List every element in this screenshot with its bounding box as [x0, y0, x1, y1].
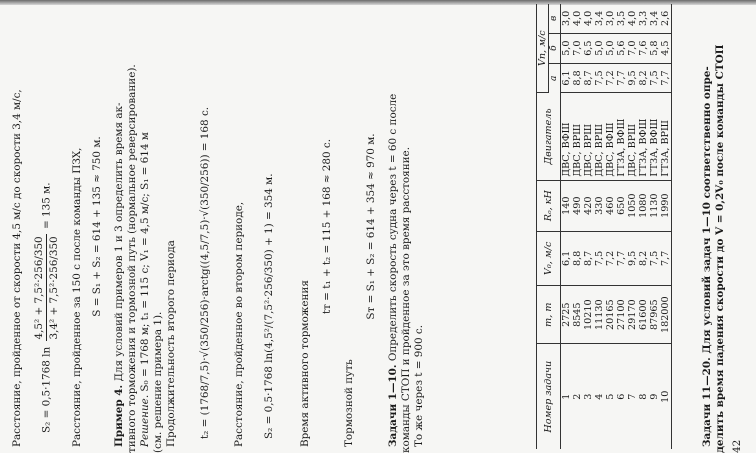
- table-cell: 6: [616, 393, 627, 400]
- table-cell: 7: [627, 393, 638, 400]
- paragraph-text: Определить скорость судна через t = 60 с после: [387, 93, 399, 365]
- table-cell: ГТЗА, ВФШ: [649, 93, 660, 180]
- table-cell: 20165: [605, 285, 616, 343]
- table-cell: 1130: [649, 180, 660, 231]
- table-cell: 3,4: [649, 4, 660, 33]
- table-row: [561, 4, 573, 449]
- table-cell: 3,0: [561, 4, 573, 33]
- table-cell: 27100: [616, 285, 627, 343]
- tasks-table: [536, 4, 672, 449]
- paragraph-line: [700, 66, 714, 447]
- sub-header: б: [549, 33, 561, 63]
- table-cell: ДВС, ВРШ: [594, 93, 605, 180]
- table-cell: 6,1: [561, 231, 573, 285]
- paragraph-line: То же через t = 900 с.: [413, 324, 425, 447]
- table-cell: ДВС, ВФШ: [605, 93, 616, 180]
- formula-s2b: S₂ = 0,5·1768 ln(4,5²/(7,5²·256/350) + 1) = 354 м.: [263, 173, 275, 439]
- paragraph-line: делить время падения скорости до V = 0,2V₀ после команды СТОП: [714, 44, 726, 453]
- table-cell: 5,0: [561, 33, 573, 63]
- table-cell: 1990: [660, 180, 672, 231]
- table-cell: 7,5: [649, 63, 660, 93]
- table-cell: 3: [583, 393, 594, 400]
- table-cell: 650: [616, 180, 627, 231]
- table-cell: 1050: [627, 180, 638, 231]
- paragraph-line: [138, 132, 152, 447]
- formula-line: tт = t₁ + t₂ = 115 + 168 ≈ 280 с.: [321, 138, 333, 315]
- table-row: [594, 4, 605, 449]
- col-header: Двигатель: [537, 93, 561, 180]
- table-cell: 61600: [638, 285, 649, 343]
- table-cell: 7,5: [594, 63, 605, 93]
- table-cell: 11130: [594, 285, 605, 343]
- table-cell: 5,8: [649, 33, 660, 63]
- solution-label: Решение.: [139, 394, 151, 447]
- table-cell: 87965: [649, 285, 660, 343]
- table-row: [605, 4, 616, 449]
- table-cell: 7,7: [616, 231, 627, 285]
- table-cell: 9,5: [627, 231, 638, 285]
- table-cell: 3,3: [638, 4, 649, 33]
- paragraph-line: Продолжительность второго периода: [165, 240, 177, 447]
- table-cell: 7,5: [594, 231, 605, 285]
- table-cell: 4,5: [660, 33, 672, 63]
- table-cell: 7,2: [605, 231, 616, 285]
- table-cell: 2: [572, 393, 583, 400]
- table-cell: 7,0: [572, 33, 583, 63]
- paragraph-text: S₀ = 1768 м; t₁ = 115 с; V₁ = 4,5 м/с; S₁ = 614 м: [139, 132, 151, 395]
- table-cell: 8,2: [638, 231, 649, 285]
- table-cell: 5,0: [605, 33, 616, 63]
- table-cell: 8,7: [583, 231, 594, 285]
- col-header: Номер задачи: [537, 344, 561, 449]
- table-cell: 7,0: [627, 33, 638, 63]
- sub-header: а: [549, 63, 561, 93]
- task-title: Задачи 1—10.: [387, 364, 399, 447]
- table-row: [616, 4, 627, 449]
- paragraph-line: [386, 94, 400, 447]
- table-cell: 3,0: [605, 4, 616, 33]
- table-body: [561, 4, 672, 449]
- paragraph-text: Для условий задач 1—10 соответственно опре-: [701, 66, 713, 358]
- formula-t2: t₂ = (1768/7,5)·√(350/256)·arctg((4,5/7,5)·√(350/256)) = 168 с.: [199, 106, 211, 439]
- fraction-denominator: 3,4² + 7,5²·256/350: [48, 236, 60, 340]
- table-cell: 3,5: [616, 4, 627, 33]
- sub-header: в: [549, 4, 561, 33]
- col-header: Vп, м/с: [537, 4, 549, 93]
- table-cell: 2,6: [660, 4, 672, 33]
- table-cell: ГТЗА, ВФШ: [616, 93, 627, 180]
- table-cell: 8: [638, 393, 649, 400]
- paragraph-line: тивного торможения и тормозной путь (нормальное реверсирование).: [126, 64, 138, 453]
- table-cell: 1: [561, 393, 572, 400]
- text-line: Время активного торможения: [299, 280, 311, 447]
- table-row: [660, 4, 672, 449]
- table-row: [649, 4, 660, 449]
- table-cell: 7,7: [616, 63, 627, 93]
- col-header: V₀, м/с: [537, 231, 561, 285]
- task-title: Задачи 11—20.: [701, 357, 713, 447]
- table-cell: 8545: [572, 285, 583, 343]
- table-cell: 2725: [561, 285, 573, 343]
- table-cell: 6,1: [561, 63, 573, 93]
- table-cell: ДВС, ВФШ: [561, 93, 573, 180]
- table-row: [583, 4, 594, 449]
- formula-line: Sт = S₁ + S₂ = 614 + 354 ≈ 970 м.: [365, 133, 377, 320]
- table-cell: ГТЗА, ВРШ: [660, 93, 672, 180]
- table-cell: 9,5: [627, 63, 638, 93]
- table-cell: 9: [649, 393, 660, 400]
- text-line: Расстояние, пройденное во втором периоде,: [233, 201, 245, 447]
- table-cell: 3,4: [594, 4, 605, 33]
- text-line: Расстояние, пройденное от скорости 4,5 м/с до скорости 3,4 м/с,: [11, 89, 23, 447]
- table-row: [572, 4, 583, 449]
- table-cell: 5,6: [616, 33, 627, 63]
- formula-s2: [32, 182, 61, 433]
- page-number: 42: [731, 439, 743, 453]
- table-cell: 4: [594, 393, 605, 400]
- text-line: Тормозной путь: [343, 359, 355, 447]
- table-cell: 29170: [627, 285, 638, 343]
- table-cell: 4,0: [572, 4, 583, 33]
- table-cell: 10210: [583, 285, 594, 343]
- paragraph-line: [112, 102, 126, 447]
- table-cell: 4,0: [627, 4, 638, 33]
- formula-line: S = S₁ + S₂ = 614 + 135 ≈ 750 м.: [91, 136, 103, 317]
- table-cell: 1080: [638, 180, 649, 231]
- table-row: [627, 4, 638, 449]
- table-cell: 10: [660, 344, 672, 449]
- table-cell: 6,5: [583, 33, 594, 63]
- table-cell: ДВС, ВРШ: [627, 93, 638, 180]
- table-row: [638, 4, 649, 449]
- paragraph-text: Для условий примеров 1 и 3 определить время ак-: [113, 102, 125, 385]
- fraction-numerator: 4,5² + 7,5²·256/350: [33, 236, 45, 340]
- paragraph-line: команды СТОП и пройденное за это время расстояние.: [400, 146, 412, 453]
- table-cell: 420: [583, 180, 594, 231]
- table-cell: 5: [605, 393, 616, 400]
- col-header: Rₒ, кН: [537, 180, 561, 231]
- table-cell: 460: [605, 180, 616, 231]
- text-line: Расстояние, пройденное за 150 с после команды ПЗХ,: [71, 147, 83, 447]
- formula-result: = 135 м.: [40, 182, 53, 230]
- table-cell: 330: [594, 180, 605, 231]
- table-cell: 182000: [660, 285, 672, 343]
- table-cell: 5,0: [594, 33, 605, 63]
- formula-fraction: [32, 234, 61, 341]
- table-cell: ГТЗА, ВФШ: [638, 93, 649, 180]
- table-cell: 8,8: [572, 231, 583, 285]
- table-cell: ДВС, ВРШ: [583, 93, 594, 180]
- table-cell: 7,5: [649, 231, 660, 285]
- paragraph-line: (см. решение примера 1).: [152, 311, 164, 453]
- example-title: Пример 4.: [113, 384, 125, 447]
- table-cell: 7,7: [660, 231, 672, 285]
- table-cell: ДВС, ВРШ: [572, 93, 583, 180]
- table-cell: 7,7: [660, 63, 672, 93]
- table-cell: 4,0: [583, 4, 594, 33]
- table-cell: 490: [572, 180, 583, 231]
- table-cell: 7,2: [605, 63, 616, 93]
- table-cell: 7,6: [638, 33, 649, 63]
- formula-prefix: S₂ = 0,5·1768 ln: [40, 346, 53, 433]
- table-cell: 140: [561, 180, 573, 231]
- col-header: m, т: [537, 285, 561, 343]
- table-cell: 8,7: [583, 63, 594, 93]
- table-cell: 8,2: [638, 63, 649, 93]
- table-cell: 8,8: [572, 63, 583, 93]
